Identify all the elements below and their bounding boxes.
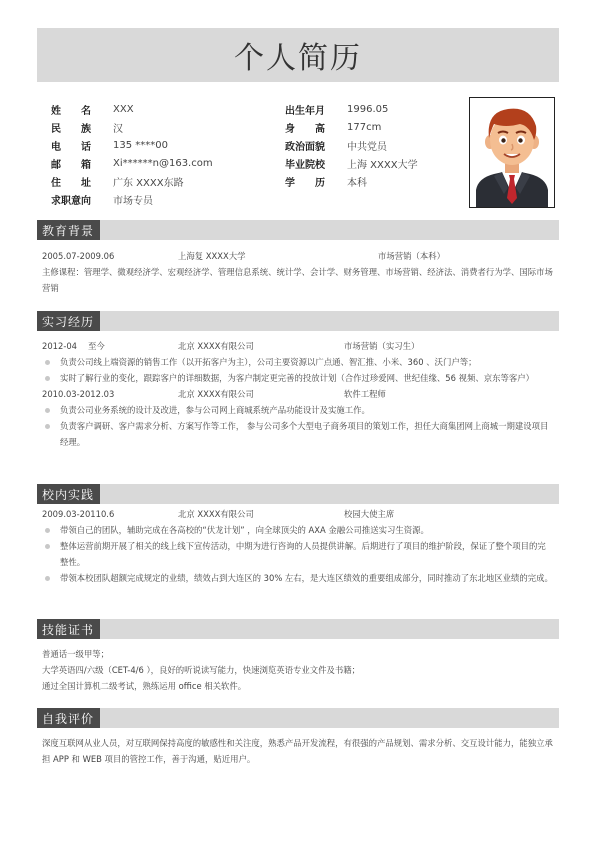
info-value: 177cm: [347, 121, 382, 133]
list-item: [42, 538, 554, 570]
campus-entry-header: [42, 506, 554, 522]
section-bar-education: [37, 220, 559, 240]
info-value: 广东 XXXX东路: [113, 177, 184, 189]
skills-block: [42, 646, 554, 694]
info-label: 住 址: [51, 177, 91, 189]
bullet-dot-icon: [45, 424, 50, 429]
info-row-phone: [51, 136, 213, 154]
info-label: 电 话: [51, 141, 91, 153]
avatar: [469, 97, 555, 208]
education-courses: 主修课程：管理学、微观经济学、宏观经济学、管理信息系统、统计学、会计学、财务管理、市场营销、经济法、消费者行为学、国际市场营销: [42, 267, 553, 293]
bullet-dot-icon: [45, 576, 50, 581]
entry-period: 2009.03-20110.6: [42, 509, 115, 519]
list-item: [42, 354, 554, 370]
entry-period-end: 至今: [88, 341, 105, 351]
bullet-dot-icon: [45, 360, 50, 365]
list-item: [42, 570, 554, 586]
list-item-text: 负责客户调研、客户需求分析、方案写作等工作， 参与公司多个大型电子商务项目的策划工作，担任大商集团网上商城一期建设项目经理。: [60, 421, 549, 447]
info-row-objective: [51, 190, 213, 208]
info-row-height: [285, 118, 418, 136]
info-value: 本科: [347, 177, 367, 189]
section-bar-campus: [37, 484, 559, 504]
info-label: 政治面貌: [285, 141, 325, 153]
list-item-text: 负责公司线上端资源的销售工作（以开拓客户为主），公司主要资源以广点通、智汇推、小米、360 、沃门户等；: [60, 357, 477, 367]
campus-block: [42, 506, 554, 586]
bullet-dot-icon: [45, 408, 50, 413]
list-item-text: 带领本校团队超额完成规定的业绩，绩效占到大连区的 30% 左右，是大连区绩效的重要组成部分，同时推动了东北地区业绩的完成。: [60, 573, 553, 583]
skill-line: 普通话一级甲等；: [42, 649, 109, 659]
section-bar-self-eval: [37, 708, 559, 728]
section-heading: 教育背景: [37, 220, 100, 240]
section-heading: 校内实践: [37, 484, 100, 504]
info-value: XXX: [113, 103, 134, 115]
info-label: 民 族: [51, 123, 91, 135]
list-item: [42, 370, 554, 386]
info-row-political: [285, 136, 418, 154]
entry-period: 2005.07-2009.06: [42, 251, 115, 261]
internship-entry-header: [42, 338, 554, 354]
list-item: [42, 402, 554, 418]
education-block: [42, 248, 554, 296]
section-heading: 技能证书: [37, 619, 100, 639]
entry-period: 2010.03-2012.03: [42, 389, 115, 399]
entry-period: 2012-04: [42, 341, 77, 351]
info-row-address: [51, 172, 213, 190]
info-row-school: [285, 154, 418, 172]
list-item-text: 整体运营前期开展了相关的线上线下宣传活动，中期为进行咨询的人员提供讲解。后期进行了项目的维护阶段，保证了整个项目的完整性。: [60, 541, 546, 567]
self-eval-text: 深度互联网从业人员，对互联网保持高度的敏感性和关注度，熟悉产品开发流程，有很强的产品规划、需求分析、交互设计能力，能独立承担 APP 和 WEB 项目的管控工作，善于沟通，贴近用户。: [42, 738, 553, 764]
entry-role: 市场营销（实习生）: [344, 341, 420, 351]
info-value: Xi******n@163.com: [113, 157, 213, 169]
info-row-name: [51, 100, 213, 118]
bullet-dot-icon: [45, 544, 50, 549]
section-heading: 实习经历: [37, 311, 100, 331]
info-row-birth: [285, 100, 418, 118]
info-row-ethnicity: [51, 118, 213, 136]
bullet-dot-icon: [45, 376, 50, 381]
info-label: 邮 箱: [51, 159, 91, 171]
list-item: [42, 522, 554, 538]
section-bar-internship: [37, 311, 559, 331]
title-bar: [37, 28, 559, 82]
entry-company: 北京 XXXX有限公司: [178, 389, 254, 399]
info-value: 市场专员: [113, 195, 153, 207]
internship-entry-header: [42, 386, 554, 402]
list-item-text: 带领自己的团队，辅助完成在各高校的“伏龙计划” ，向全球顶尖的 AXA 金融公司推送实习生资源。: [60, 525, 429, 535]
skill-line: 通过全国计算机二级考试，熟练运用 office 相关软件。: [42, 681, 247, 691]
entry-org: 北京 XXXX有限公司: [178, 509, 254, 519]
info-label: 出生年月: [285, 105, 325, 117]
internship-block: [42, 338, 554, 450]
list-item-text: 负责公司业务系统的设计及改进，参与公司网上商城系统产品功能设计及实施工作。: [60, 405, 370, 415]
info-value: 135 ****00: [113, 139, 168, 151]
page-title: 个人简历: [234, 41, 362, 76]
self-eval-block: [42, 735, 554, 767]
entry-company: 北京 XXXX有限公司: [178, 341, 254, 351]
info-row-email: [51, 154, 213, 172]
cartoon-man-in-suit-avatar-icon: [470, 98, 554, 207]
info-label: 学 历: [285, 177, 325, 189]
info-label: 毕业院校: [285, 159, 325, 171]
info-row-degree: [285, 172, 418, 190]
entry-school: 上海复 XXXX大学: [178, 251, 246, 261]
entry-major: 市场营销（本科）: [378, 251, 445, 261]
section-heading: 自我评价: [37, 708, 100, 728]
education-entry-header: [42, 248, 554, 264]
info-label: 姓 名: [51, 105, 91, 117]
section-bar-skills: [37, 619, 559, 639]
bullet-dot-icon: [45, 528, 50, 533]
info-value: 上海 XXXX大学: [347, 159, 418, 171]
info-value: 中共党员: [347, 141, 387, 153]
entry-role: 软件工程师: [344, 389, 386, 399]
basic-info-left: [51, 100, 213, 208]
list-item: [42, 418, 554, 450]
entry-role: 校园大使主席: [344, 509, 395, 519]
info-value: 1996.05: [347, 103, 389, 115]
info-label: 身 高: [285, 123, 325, 135]
skill-line: 大学英语四/六级（CET-4/6 ），良好的听说读写能力，快速浏览英语专业文件及书籍；: [42, 665, 361, 675]
basic-info-right: [285, 100, 418, 190]
list-item-text: 实时了解行业的变化，跟踪客户的详细数据，为客户制定更完善的投放计划（合作过珍爱网、世纪佳缘、56 视频、京东等客户）: [60, 373, 534, 383]
info-label: 求职意向: [51, 195, 91, 207]
info-value: 汉: [113, 123, 123, 135]
